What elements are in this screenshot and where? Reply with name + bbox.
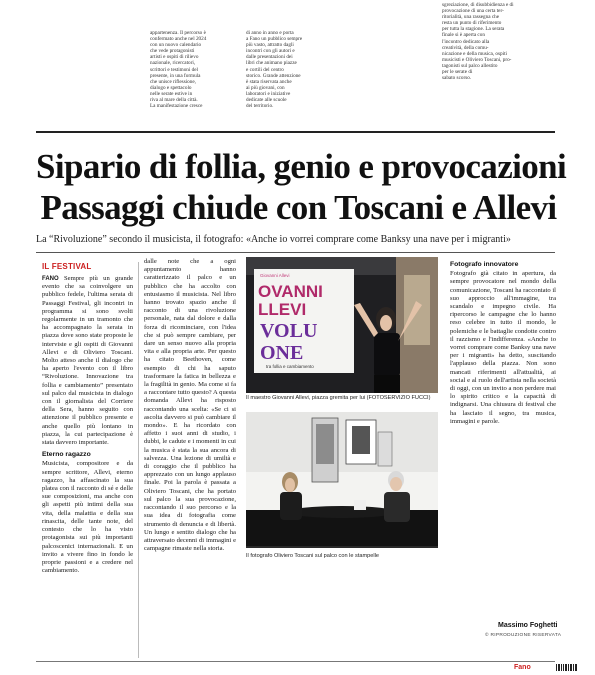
- book-title-line: VOLU: [260, 320, 318, 342]
- body-paragraph: Musicista, compositore e da sempre scrittore, Allevi, eterno ragazzo, ha affascinato la sua platea con il racconto di sé e delle sue composizioni, ma anche con gli aspetti più intimi della sua vita, della malattia e della sua rinascita, delle tante note, del contesto che lo ha visto protagonista sui più importanti palcoscenici internazionali. E un invito a vivere fino in fondo le proprie passioni e a credere nel cambiamento.: [42, 460, 133, 575]
- previous-article-line: che vede protagonisti: [150, 48, 195, 55]
- previous-article-col3: [442, 2, 555, 127]
- previous-article-line: libri che animano piazze: [246, 60, 297, 67]
- book-author-small: Giovanni Allevi: [260, 273, 290, 278]
- footer-rule: [36, 661, 555, 662]
- section-tag: IL FESTIVAL: [42, 262, 92, 271]
- previous-article-line: del territorio.: [246, 103, 274, 110]
- photo-allevi-image: [246, 257, 438, 393]
- previous-article-line: a Fano un pubblico sempre: [246, 36, 303, 43]
- book-subtitle: tra follia e cambiamento: [266, 364, 314, 369]
- article-column-2: [144, 258, 236, 658]
- previous-article-line: scrittori e testimoni del: [150, 66, 198, 73]
- book-title-line: ONE: [260, 342, 304, 364]
- previous-article-line: creatività, della comu-: [442, 44, 489, 51]
- lead-paragraph: Sempre più un grande evento che sa coinvolgere un pubblico fedele, l'ultima serata di Passaggi Festival, gli incontri in programma si sono svolti regolarmente in un tramonto che ha accompagnato la serata in piazza dove sono state proposte le interviste e gli ospiti di Giovanni Allevi e di Oliviero Toscani. Molto atteso anche il dialogo che ha aperto l'evento con il libro “Rivoluzione. Innovazione tra follia e cambiamento” presentato sul palco dal musicista in dialogo con il giornalista del Corriere della Sera, hanno seguito con attenzione il pubblico presente e anche quello più lontano in piazza, la cui partecipazione è stata davvero importante.: [42, 275, 133, 447]
- column-separator: [138, 262, 139, 658]
- subtitle-rule: [36, 252, 555, 253]
- previous-article-line: nelle serate estive in: [150, 90, 193, 97]
- previous-article-line: finale si è aperta con: [442, 32, 485, 39]
- previous-article-line: ai più giovani, con: [246, 84, 285, 91]
- previous-article-line: dedicate alle scuole: [246, 97, 287, 104]
- top-rule: [36, 131, 555, 133]
- subtitle: La “Rivoluzione” secondo il musicista, il fotografo: «Anche io vorrei comprare come Banksy una nave per i migranti»: [36, 234, 511, 245]
- photo-allevi-caption: Il maestro Giovanni Allevi, piazza gremita per lui (FOTOSERVIZIO FUCCI): [246, 395, 431, 401]
- previous-article-line: riva al mare della città.: [150, 97, 198, 104]
- previous-article-line: artisti e ospiti di rilievo: [150, 54, 199, 61]
- previous-article-line: confermato anche nel 2024: [150, 36, 207, 43]
- previous-article-col2: [246, 30, 336, 125]
- article-column-1: [42, 275, 133, 659]
- copyright-credit: © RIPRODUZIONE RISERVATA: [485, 633, 562, 638]
- previous-article-line: ritorialità, una rassegna che: [442, 14, 500, 21]
- subhead-eterno-ragazzo: Eterno ragazzo: [42, 451, 91, 459]
- previous-article-line: dialogo e spettacolo: [150, 84, 192, 91]
- previous-article-line: è stata riservata anche: [246, 78, 292, 85]
- previous-article-line: l'incontro dedicato alla: [442, 38, 490, 45]
- previous-article-line: dalle presentazioni dei: [246, 54, 293, 61]
- headline-line-1: Sipario di follia, genio e provocazioni: [36, 147, 567, 186]
- article-column-3: [450, 257, 556, 617]
- photo-toscani-image: [246, 412, 438, 546]
- byline: Massimo Foghetti: [498, 622, 558, 629]
- previous-article-line: provocazione di una certa ter-: [442, 8, 504, 15]
- book-title-line: LLEVI: [258, 300, 307, 319]
- previous-article-line: laboratori e iniziative: [246, 90, 291, 97]
- previous-article-line: di anno in anno e porta: [246, 30, 294, 36]
- previous-article-line: appartenenza. Il percorso è: [150, 30, 206, 36]
- photo-toscani-caption: Il fotografo Oliviero Toscani sul palco con le stampelle: [246, 553, 379, 559]
- previous-article-line: che unisce riflessione,: [150, 78, 196, 85]
- subhead-fotografo-innovatore: Fotografo innovatore: [450, 261, 519, 268]
- previous-article-line: per le serate di: [442, 69, 473, 76]
- previous-article-line: con un nuovo calendario: [150, 42, 202, 49]
- previous-article-line: resta un punto di riferimento: [442, 20, 502, 27]
- dateline: FANO: [42, 276, 59, 282]
- footer-section-name: Fano: [514, 664, 531, 671]
- previous-article-col1: [150, 30, 238, 125]
- previous-article-line: nazionale, ricercatori,: [150, 60, 196, 67]
- previous-article-line: storico. Grande attenzione: [246, 72, 301, 79]
- previous-article-line: più vasto, attratto dagli: [246, 42, 294, 49]
- previous-article-line: musicisti e Oliviero Toscani, pro-: [442, 56, 512, 63]
- book-title-line: OVANNI: [258, 282, 323, 301]
- previous-article-line: tagonisti sul palco allestito: [442, 62, 498, 69]
- body-paragraph: Fotografo già citato in apertura, da sempre provocatore nel mondo della comunicazione, Toscani ha raccontato il suo approccio all'immagine, tra scandalo e impegno civile. Ha ripercorso le campagne che lo hanno reso celebre in tutto il mondo, le polemiche e le battaglie condotte contro il razzismo e l'indifferenza. «Anche io vorrei comprare come Banksy una nave per i migranti» ha detto, suscitando l'applauso della piazza. Non sono mancati riferimenti all'attualità, ai social e al ruolo dell'artista nella società di oggi, con un invito a non perdere mai lo spirito critico e la capacità di indignarsi. Una chiusura di festival che ha lasciato il segno, tra musica, immagini e parole.: [450, 270, 556, 425]
- previous-article-line: e cortili del centro: [246, 66, 284, 73]
- photo-toscani: [246, 412, 438, 548]
- photo-allevi: [246, 257, 438, 393]
- previous-article-line: presente, in una formula: [150, 72, 201, 79]
- body-paragraph: dalle note che a ogni appuntamento hanno caratterizzato il palco e un pubblico che ha accolto con entusiasmo il musicista. Nel libro hanno trovato spazio anche il racconto di una rivoluzione personale, nata dal dolore e dalla forza di ricominciare, con l'idea che si può sempre cambiare, per dare un senso nuovo alla propria vita e alla propria arte. Per questo ha citato Beethoven, come esempio di chi ha saputo trasformare la fatica in bellezza e la fragilità in genio. Ma come si fa a raccontare tutto questo? A questa domanda Allevi ha risposto raccontando una scelta: «Se ci si ascolta davvero si può cambiare il mondo». E ha ricordato con affetto i suoi anni di studio, i dubbi, le cadute e i momenti in cui la musica è stata la sua ancora di salvezza. Una lezione di umiltà e di coraggio che il pubblico ha apprezzato con un lungo applauso finale. Poi la parola è passata a Oliviero Toscani, che ha portato sul palco la sua provocazione, raccontando il suo percorso e la sua idea di fotografia come strumento di denuncia e di libertà. Un lungo e sentito dialogo che ha attraversato decenni di immagini e campagne rimaste nella storia.: [144, 258, 236, 553]
- previous-article-line: La manifestazione cresce: [150, 103, 203, 110]
- previous-article-line: incontri con gli autori e: [246, 48, 295, 55]
- previous-article-line: per tutta la stagione. La serata: [442, 26, 505, 33]
- previous-article-line: sgreziazione, di disubbidienza e di: [442, 2, 514, 8]
- previous-article-line: sabato scorso.: [442, 75, 472, 82]
- barcode-icon: [556, 664, 578, 671]
- previous-article-line: nicazione e della musica, ospiti: [442, 50, 507, 57]
- headline-line-2: Passaggi chiude con Toscani e Allevi: [40, 188, 557, 227]
